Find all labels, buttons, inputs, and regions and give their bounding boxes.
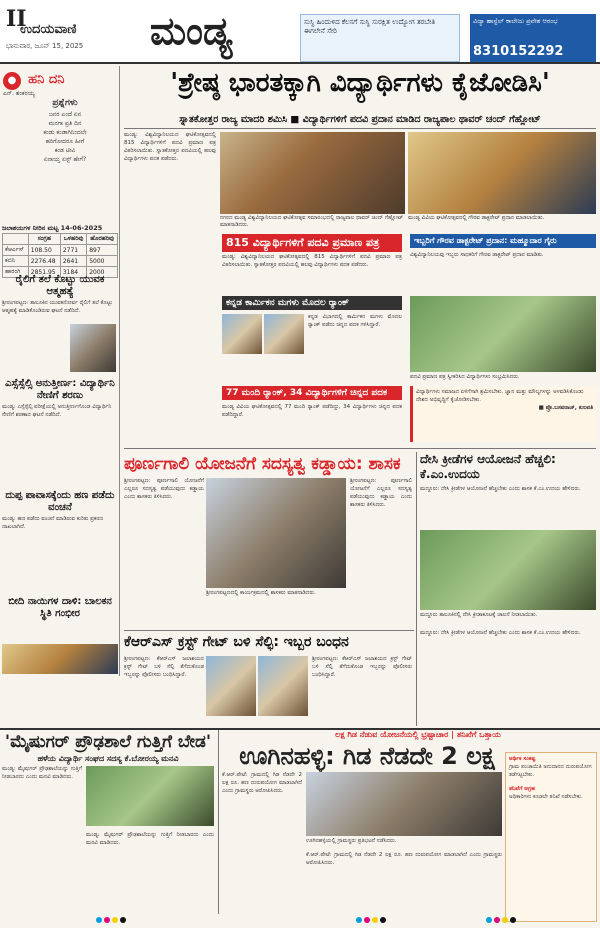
article-body: ಶ್ರೀರಂಗಪಟ್ಟಣ: ಕೆಆರ್‌ಎಸ್ ಜಲಾಶಯದ ಕ್ರಸ್ಟ್ ಗೇಟ್ ಬಳಿ ಸೆಲ್ಫಿ ತೆಗೆದುಕೊಂಡ ಇಬ್ಬರನ್ನು ಪೊಲೀಸರು ಬಂಧಿಸಿದ್ದಾರೆ. <box>312 656 412 678</box>
person-photo <box>70 324 116 372</box>
divider <box>124 448 596 449</box>
box-body: ಮಂಡ್ಯ ವಿವಿಯ ಘಟಿಕೋತ್ಸವದಲ್ಲಿ 77 ಮಂದಿ ರ‍್ಯಾಂಕ್ ಪಡೆದಿದ್ದು, 34 ವಿದ್ಯಾರ್ಥಿಗಳು ಚಿನ್ನದ ಪದಕ ಪಡೆದಿದ್ದಾರೆ. <box>222 404 402 418</box>
advertisement-banner: ಸುಸ್ಥಿ ಹಿಂದುಳಿದ ಕೆಲಸಗೆ ಸುಸ್ಥಿ ಸುರಕ್ಷಿತ ಉದ್ಯೋಗ ತರಬೇತಿ ಈಗಲೇನೆ ಸೇರಿ <box>300 14 460 62</box>
divider <box>124 630 414 631</box>
news-story <box>2 490 118 532</box>
black-dot-icon <box>510 917 516 923</box>
story-headline: ರೈಲಿಗೆ ತಲೆ ಕೊಟ್ಟು ಯುವಕ ಆತ್ಮಹತ್ಯೆ <box>15 274 105 297</box>
column-name: ಹನಿ ದನಿ <box>28 72 65 87</box>
table-row: ಹಾರಂಗಿ 2851.95 3184 2000 <box>3 267 118 278</box>
photo-caption: ಮಂಡ್ಯ ವಿವಿಯ ಘಟಿಕೋತ್ಸವದಲ್ಲಿ ಗೌರವ ಡಾಕ್ಟರೇಟ್ ಪ್ರದಾನ ಮಾಡಲಾಯಿತು. <box>408 215 545 221</box>
table-row: ಕೆಆರ್ಎಸ್ 108.50 2771 897 <box>3 245 118 256</box>
yellow-dot-icon <box>372 917 378 923</box>
column-author: ಎನ್. ಶಂಕರಯ್ಯ <box>3 90 36 97</box>
article-body: ಮಂಡ್ಯ: ವಿಶ್ವವಿದ್ಯಾನಿಲಯದ ಘಟಿಕೋತ್ಸವದಲ್ಲಿ 815 ವಿದ್ಯಾರ್ಥಿಗಳಿಗೆ ಪದವಿ ಪ್ರಮಾಣ ಪತ್ರ ವಿತರಿಸಲಾಯಿತು. ಸ್ನಾತಕೋತ್ತರ ಪದವಿಯಲ್ಲಿ ಹಲವು ವಿದ್ಯಾರ್ಥಿಗಳು ಪದಕ ಪಡೆದರು. <box>124 132 216 162</box>
box-headline: ಇಬ್ಬರಿಗೆ ಗೌರವ ಡಾಕ್ಟರೇಟ್ ಪ್ರದಾನ: ಮಹ್ಮೂದಾರ ಗೈರು <box>410 234 596 248</box>
article-kicker: ಲಕ್ಷ ಗಿಡ ನೆಡುವ ಯೋಜನೆಯಲ್ಲಿ ಭ್ರಷ್ಟಾಚಾರ | ತನಿಖೆಗೆ ಒತ್ತಾಯ <box>335 730 501 739</box>
student-photo <box>264 314 304 354</box>
news-story <box>2 378 118 420</box>
article-headline <box>124 454 414 474</box>
poem-line: ಮನಗಾ ಪ್ರತಿ ದಿನ <box>48 120 82 127</box>
section-title: ಮಂಡ್ಯ <box>150 8 233 53</box>
article-body: ಮದ್ದೂರು: ದೇಸಿ ಕ್ರೀಡೆಗಳ ಆಯೋಜನೆ ಹೆಚ್ಚಬೇಕು ಎಂದು ಶಾಸಕ ಕೆ.ಎಂ.ಉದಯ ಹೇಳಿದರು. <box>420 486 581 492</box>
table-header-row: ಸಂಗ್ರಹ ಒಳಹರಿವು ಹೊರಹರಿವು <box>3 234 118 245</box>
article-body: ಕೆ.ಆರ್.ಪೇಟೆ: ಗ್ರಾಮದಲ್ಲಿ ಗಿಡ ನೆಡದೇ 2 ಲಕ್ಷ ರೂ. ಹಣ ದುರುಪಯೋಗ ಮಾಡಲಾಗಿದೆ ಎಂದು ಗ್ರಾಮಸ್ಥರು ಆರೋಪಿಸಿದರು. <box>306 852 502 866</box>
advertisement-phone <box>470 14 596 62</box>
photo-caption: ಪದವಿ ಪ್ರಮಾಣ ಪತ್ರ ಸ್ವೀಕರಿಸಿದ ವಿದ್ಯಾರ್ಥಿಗಳು ಸಂಭ್ರಮಿಸಿದರು. <box>410 374 520 380</box>
poem-title: ಪ್ರಶ್ನೆಗಳು <box>52 98 78 108</box>
magenta-dot-icon <box>494 917 500 923</box>
print-registration-marks <box>0 915 600 928</box>
drop-icon: ● <box>3 72 21 90</box>
accused-photo <box>206 656 256 716</box>
news-story <box>2 596 118 622</box>
note-item: ಆರ್ಥಿಕ ಸಂಕಷ್ಟ ಗ್ರಾಮ ಪಂಚಾಯಿತಿ ಅನುದಾನದ ದುರುಪಯೋಗ ತಡೆಗಟ್ಟಬೇಕು. <box>509 756 592 778</box>
article-body: ಮದ್ದೂರು: ದೇಸಿ ಕ್ರೀಡೆಗಳ ಆಯೋಜನೆ ಹೆಚ್ಚಬೇಕು ಎಂದು ಶಾಸಕ ಕೆ.ಎಂ.ಉದಯ ಹೇಳಿದರು. <box>420 630 581 636</box>
main-headline: 'ಶ್ರೇಷ್ಠ ಭಾರತಕ್ಕಾಗಿ ವಿದ್ಯಾರ್ಥಿಗಳು ಕೈಜೋಡಿಸಿ' <box>170 68 550 98</box>
box-headline: 815 ವಿದ್ಯಾರ್ಥಿಗಳಿಗೆ ಪದವಿ ಪ್ರಮಾಣ ಪತ್ರ <box>222 234 402 252</box>
poem-line: ಏನಾಯ್ತ ಏಸ್ಟ್ ಹೇಗೆ? <box>43 156 87 163</box>
photo-caption: ಮದ್ದೂರು ತಾಲೂಕಿನಲ್ಲಿ ದೇಸಿ ಕ್ರೀಡಾಕೂಟಕ್ಕೆ ಚಾಲನೆ ನೀಡಲಾಯಿತು. <box>420 612 538 618</box>
black-dot-icon <box>380 917 386 923</box>
poem-line: ಕಂಡು ಕಂಡಾಗಿನಿಂದಲೇ <box>43 129 87 136</box>
quote-author: ■ ಪ್ರೊ.ಬಸವರಾಜ್, ಕುಲಪತಿ <box>538 404 593 411</box>
article-subheadline: ಹಳೆಯ ವಿದ್ಯಾರ್ಥಿ ಸಂಘದ ಸದಸ್ಯ ಕೆ.ಬೋರಯ್ಯ ಮನವಿ <box>37 754 179 763</box>
news-photo <box>2 644 118 674</box>
divider <box>124 128 596 129</box>
magenta-dot-icon <box>364 917 370 923</box>
box-headline: 77 ಮಂದಿ ರ‍್ಯಾಂಕ್, 34 ವಿದ್ಯಾರ್ಥಿಗಳಿಗೆ ಚಿನ್ನದ ಪದಕ <box>222 386 402 400</box>
poem-line: ಹರಿಗೋದರೂ ಹೀಗೆ <box>45 138 85 145</box>
divider <box>416 452 417 726</box>
reservoir-table <box>2 224 118 278</box>
article-headline: 'ಮೈಷುಗರ್ ಪ್ರೌಢಶಾಲೆ ಗುತ್ತಿಗೆ ಬೇಡ' <box>4 732 212 752</box>
story-headline: ಬೀದಿ ನಾಯಿಗಳ ದಾಳಿ: ಬಾಲಕನ ಸ್ಥಿತಿ ಗಂಭೀರ <box>8 596 112 619</box>
poem-line: ಜನರ ಎಂದೆ ಏನ <box>48 111 82 118</box>
article-body: ಕೆ.ಆರ್.ಪೇಟೆ: ಗ್ರಾಮದಲ್ಲಿ ಗಿಡ ನೆಡದೇ 2 ಲಕ್ಷ ರೂ. ಹಣ ದುರುಪಯೋಗ ಮಾಡಲಾಗಿದೆ ಎಂದು ಗ್ರಾಮಸ್ಥರು ಆರೋಪಿಸಿದರು. <box>222 772 302 794</box>
left-column <box>0 66 120 676</box>
article-headline: ಊಗಿನಹಳ್ಳಿ: ಗಿಡ ನೆಡದೇ 2 ಲಕ್ಷ <box>239 742 495 770</box>
cyan-dot-icon <box>356 917 362 923</box>
main-subheadline: ಸ್ನಾತಕೋತ್ತರ ರಾಜ್ಯ ಮಾದರಿ ಶಮಿಸಿ ■ ವಿದ್ಯಾರ್ಥಿಗಳಿಗೆ ಪದವಿ ಪ್ರದಾನ ಮಾಡಿದ ರಾಜ್ಯಪಾಲ ಥಾವರ್ ಚಂದ್ ಗೆಹ್ಲೋಟ್ <box>179 114 541 125</box>
side-notes-box <box>505 752 597 922</box>
headline-text: ಪೂರ್ಣಗಾಲಿ ಯೋಜನೆಗೆ ಸದಸ್ಯತ್ವ ಕಡ್ಡಾಯ: ಶಾಸಕ <box>124 454 401 474</box>
accused-photo <box>258 656 308 716</box>
convocation-photo <box>220 132 405 214</box>
article-body: ಶ್ರೀರಂಗಪಟ್ಟಣ: ಕೆಆರ್‌ಎಸ್ ಜಲಾಶಯದ ಕ್ರಸ್ಟ್ ಗೇಟ್ ಬಳಿ ಸೆಲ್ಫಿ ತೆಗೆದುಕೊಂಡ ಇಬ್ಬರನ್ನು ಪೊಲೀಸರು ಬಂಧಿಸಿದ್ದಾರೆ. <box>124 656 204 678</box>
yellow-dot-icon <box>502 917 508 923</box>
news-story <box>2 274 118 316</box>
article-body: ಮಂಡ್ಯ: ಮೈಷುಗರ್ ಪ್ರೌಢಶಾಲೆಯನ್ನು ಗುತ್ತಿಗೆ ನೀಡಬಾರದು ಎಂದು ಮನವಿ ಮಾಡಿದರು. <box>86 832 214 846</box>
news-photo <box>86 766 214 826</box>
graduates-photo <box>410 296 596 372</box>
issue-date: ಭಾನುವಾರ, ಜೂನ್ 15, 2025 <box>6 42 84 50</box>
article-headline: ದೇಸಿ ಕ್ರೀಡೆಗಳ ಆಯೋಜನೆ ಹೆಚ್ಚಲಿ: ಕೆ.ಎಂ.ಉದಯ <box>420 452 556 481</box>
cyan-dot-icon <box>486 917 492 923</box>
article-body: ಮಂಡ್ಯ: ಮೈಷುಗರ್ ಪ್ರೌಢಶಾಲೆಯನ್ನು ಗುತ್ತಿಗೆ ನೀಡಬಾರದು ಎಂದು ಮನವಿ ಮಾಡಿದರು. <box>2 766 82 780</box>
protest-photo <box>306 772 502 836</box>
masthead <box>0 0 600 64</box>
article-body: ಶ್ರೀರಂಗಪಟ್ಟಣ: ಪೂರ್ಣಗಾಲಿ ಯೋಜನೆಗೆ ಎಲ್ಲರೂ ಸದಸ್ಯತ್ವ ಪಡೆಯುವುದು ಕಡ್ಡಾಯ ಎಂದು ಶಾಸಕರು ತಿಳಿಸಿದರು. <box>124 478 204 500</box>
photo-caption: ನಗರದ ಮಂಡ್ಯ ವಿಶ್ವವಿದ್ಯಾನಿಲಯದ ಘಟಿಕೋತ್ಸವ ಸಮಾರಂಭದಲ್ಲಿ ರಾಜ್ಯಪಾಲ ಥಾವರ್ ಚಂದ್ ಗೆಹ್ಲೋಟ್ ಮಾತನಾಡಿದರು. <box>220 215 404 229</box>
event-photo <box>206 478 346 588</box>
story-body: ಶ್ರೀರಂಗಪಟ್ಟಣ: ತಾಲೂಕಿನ ಯುವಕನೋರ್ವ ರೈಲಿಗೆ ತಲೆ ಕೊಟ್ಟು ಆತ್ಮಹತ್ಯೆ ಮಾಡಿಕೊಂಡಿರುವ ಘಟನೆ ನಡೆದಿದೆ. <box>2 300 113 314</box>
quote-text: ವಿದ್ಯಾರ್ಥಿಗಳು ಸಮಾಜದ ಏಳಿಗೆಗಾಗಿ ಶ್ರಮಿಸಬೇಕು. ಜ್ಞಾನ ಮತ್ತು ಮೌಲ್ಯಗಳನ್ನು ಅಳವಡಿಸಿಕೊಂಡು ದೇಶದ ಅಭಿವೃದ್ಧಿಗೆ ಕೈಜೋಡಿಸಬೇಕು. <box>416 389 584 403</box>
sports-photo <box>420 530 596 610</box>
page-number: II <box>6 6 27 32</box>
newspaper-brand: ಉದಯವಾಣಿ <box>20 22 77 37</box>
black-dot-icon <box>120 917 126 923</box>
box-body: ಮಂಡ್ಯ: ವಿಶ್ವವಿದ್ಯಾನಿಲಯದ ಘಟಿಕೋತ್ಸವದಲ್ಲಿ 815 ವಿದ್ಯಾರ್ಥಿಗಳಿಗೆ ಪದವಿ ಪ್ರಮಾಣ ಪತ್ರ ವಿತರಿಸಲಾಯಿತು. ಸ್ನಾತಕೋತ್ತರ ಪದವಿಯಲ್ಲಿ ಹಲವು ವಿದ್ಯಾರ್ಥಿಗಳು ಪದಕ ಪಡೆದರು. <box>222 254 402 268</box>
yellow-dot-icon <box>112 917 118 923</box>
quote-box <box>410 386 596 442</box>
student-photo <box>222 314 262 354</box>
story-body: ಮಂಡ್ಯ: ಹಣ ಪಡೆದು ವಂಚನೆ ಮಾಡಿರುವ ಕುರಿತು ಪ್ರಕರಣ ದಾಖಲಾಗಿದೆ. <box>2 516 104 530</box>
note-item: ತನಿಖೆಗೆ ಆಗ್ರಹ ಅಧಿಕಾರಿಗಳು ಕೂಡಲೇ ತನಿಖೆ ನಡೆಸಬೇಕು. <box>509 785 583 800</box>
cyan-dot-icon <box>96 917 102 923</box>
box-body: ವಿಶ್ವವಿದ್ಯಾನಿಲಯವು ಇಬ್ಬರು ಸಾಧಕರಿಗೆ ಗೌರವ ಡಾಕ್ಟರೇಟ್ ಪ್ರದಾನ ಮಾಡಿತು. <box>410 252 544 258</box>
photo-caption: ಊಗಿನಹಳ್ಳಿಯಲ್ಲಿ ಗ್ರಾಮಸ್ಥರು ಪ್ರತಿಭಟನೆ ನಡೆಸಿದರು. <box>306 838 397 844</box>
column-logo <box>3 68 117 97</box>
box-body: ಕನ್ನಡ ವಿಭಾಗದಲ್ಲಿ ಕಾರ್ಮಿಕನ ಮಗಳು ಮೊದಲ ರ‍್ಯಾಂಕ್ ಪಡೆದು ಚಿನ್ನದ ಪದಕ ಗಳಿಸಿದ್ದಾರೆ. <box>308 314 402 328</box>
photo-caption: ಶ್ರೀರಂಗಪಟ್ಟಣದಲ್ಲಿ ಕಾರ್ಯಕ್ರಮದಲ್ಲಿ ಶಾಸಕರು ಮಾತನಾಡಿದರು. <box>206 590 316 596</box>
story-body: ಮಂಡ್ಯ: ಎಸ್ಸೆಸ್ಸೆಲ್ಸಿ ಪರೀಕ್ಷೆಯಲ್ಲಿ ಅನುತ್ತೀರ್ಣಗೊಂಡ ವಿದ್ಯಾರ್ಥಿನಿ ನೇಣಿಗೆ ಶರಣಾದ ಘಟನೆ ನಡೆದಿದೆ. <box>2 404 112 418</box>
table-title: ಜಲಾಶಯಗಳ ನೀರಿನ ಮಟ್ಟ 14-06-2025 <box>2 224 103 232</box>
convocation-photo <box>408 132 596 214</box>
story-headline: ದುಪ್ಪ ಪಾವಾಸಕ್ಕೆಂದು ಹಣ ಪಡೆದು ವಂಚನೆ <box>5 490 115 513</box>
poem <box>20 98 110 164</box>
article-body: ಶ್ರೀರಂಗಪಟ್ಟಣ: ಪೂರ್ಣಗಾಲಿ ಯೋಜನೆಗೆ ಎಲ್ಲರೂ ಸದಸ್ಯತ್ವ ಪಡೆಯುವುದು ಕಡ್ಡಾಯ ಎಂದು ಶಾಸಕರು ತಿಳಿಸಿದರು. <box>350 478 412 508</box>
box-headline: ಕನ್ನಡ ಕಾರ್ಮಿಕನ ಮಗಳು ಮೊದಲ ರ‍್ಯಾಂಕ್ <box>222 296 402 310</box>
ad-phone-number: 8310152292 <box>473 44 564 59</box>
story-headline: ಎಸ್ಸೆಸ್ಸೆಲ್ಸಿ ಅನುತ್ತೀರ್ಣ: ವಿದ್ಯಾರ್ಥಿನಿ ನೇಣಿಗೆ ಶರಣು <box>5 378 115 401</box>
magenta-dot-icon <box>104 917 110 923</box>
ad-text: ವಿದ್ಯಾ ಹಾಸ್ಟೆಲ್ ಕಾಲೇಜು ಪ್ರವೇಶ ಆರಂಭ <box>473 17 558 25</box>
table-row: ಕಬಿನಿ 2276.48 2641 5000 <box>3 256 118 267</box>
article-headline: ಕೆಆರ್‌ಎಸ್ ಕ್ರಸ್ಟ್ ಗೇಟ್ ಬಳಿ ಸೆಲ್ಫಿ: ಇಬ್ಬರ ಬಂಧನ <box>124 634 349 650</box>
poem-line: ಕಂಡ ಟೀವಿ <box>54 147 76 154</box>
divider <box>218 730 219 914</box>
